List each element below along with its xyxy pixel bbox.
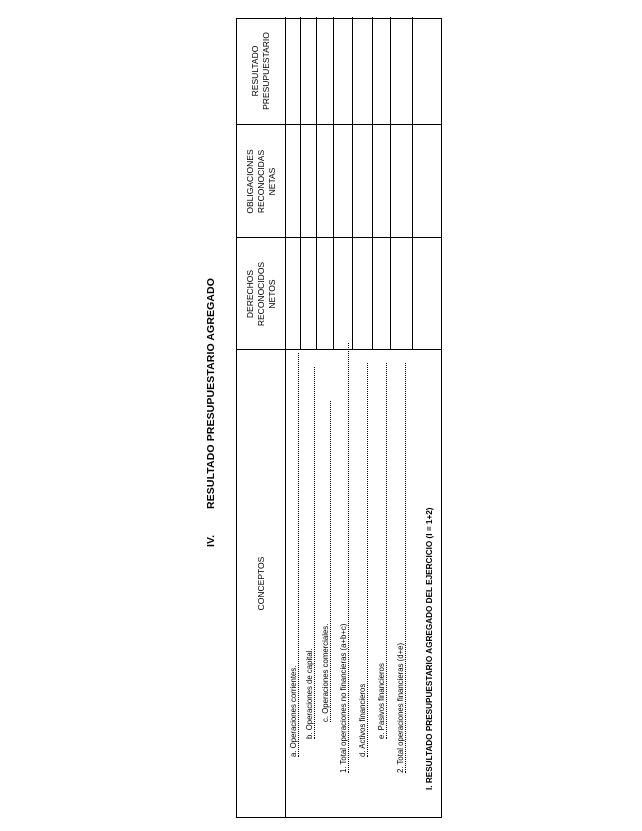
row-label: a. Operaciones corrientes. [289,665,298,757]
row-label: 1. Total operaciones no financieras (a+b+c) [339,623,348,773]
row-divider [390,17,391,350]
row-divider [333,17,334,350]
row-label: c. Operaciones comerciales. [321,623,330,722]
header-resultado-line: RESULTADO [250,45,260,97]
header-obligaciones-line: NETAS [266,167,277,196]
section-number: IV. [205,534,217,547]
leader-dots [314,367,315,739]
section-title: RESULTADO PRESUPUESTARIO AGREGADO [205,277,217,509]
budget-result-table [236,18,442,818]
row-label: I. RESULTADO PRESUPUESTARIO AGREGADO DEL EJERCICIO (I = 1+2) [425,507,434,790]
header-conceptos: CONCEPTOS [255,556,266,611]
table-row [318,350,336,817]
leader-dots [330,401,331,722]
header-resultado [237,17,285,125]
row-label: 2. Total operaciones financieras (d+e) [396,642,405,773]
row-divider [372,17,373,350]
row-label: e. Pasivos financieros [377,663,386,739]
column-divider [237,237,441,238]
header-obligaciones-line: OBLIGACIONES [244,149,255,214]
header-derechos [237,238,285,350]
table-row [374,350,392,817]
row-label: b. Operaciones de capital. [305,648,314,739]
header-derechos-line: RECONOCIDOS [255,261,266,327]
header-resultado-line: PRESUPUESTARIO [261,32,271,110]
leader-dots [386,363,387,739]
row-divider [300,17,301,350]
header-derechos-line: DERECHOS [244,269,255,319]
column-divider [237,124,441,125]
leader-dots [405,363,406,773]
table-row [355,350,373,817]
header-obligaciones [237,125,285,238]
row-divider [352,17,353,350]
header-derechos-line: NETOS [266,279,277,309]
table-row [336,350,354,817]
table-row-total [422,350,440,817]
leader-dots [367,363,368,757]
row-divider [412,17,413,350]
leader-dots [348,343,349,773]
header-obligaciones-line: RECONOCIDAS [255,149,266,214]
table-row [393,350,411,817]
row-label: d. Activos financieros [358,683,367,757]
row-divider [316,17,317,350]
leader-dots [298,353,299,757]
